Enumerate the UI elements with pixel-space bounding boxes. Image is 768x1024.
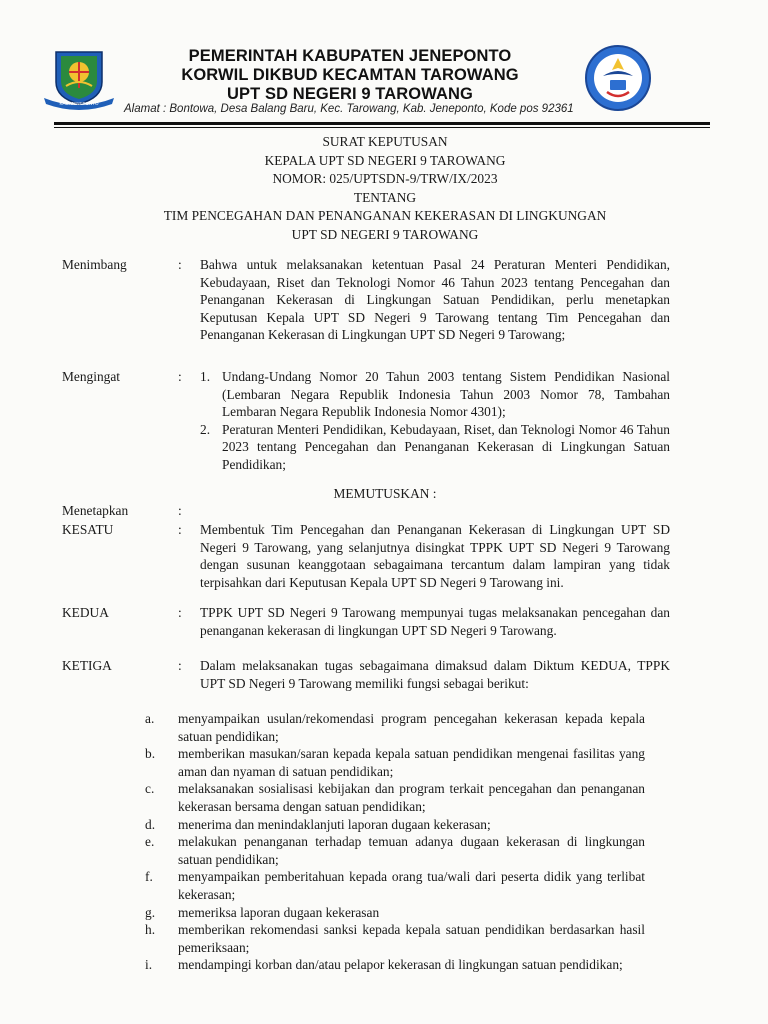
list-marker: e.	[145, 834, 155, 850]
crest-ribbon-text: KAB. JENEPONTO	[59, 101, 99, 106]
list-item	[145, 710, 645, 745]
list-item	[200, 368, 670, 421]
list-marker: i.	[145, 957, 153, 973]
list-marker: g.	[145, 904, 156, 920]
decree-number: NOMOR: 025/UPTSDN-9/TRW/IX/2023	[272, 171, 498, 187]
list-marker: c.	[145, 781, 155, 797]
jeneponto-crest-icon	[42, 48, 116, 110]
title-line-6: UPT SD NEGERI 9 TAROWANG	[291, 226, 479, 242]
title-line-2: KEPALA UPT SD NEGERI 9 TAROWANG	[264, 152, 506, 168]
list-item-text: mendampingi korban dan/atau pelapor kekerasan di lingkungan satuan pendidikan;	[178, 957, 623, 973]
list-item-text: menerima dan menindaklanjuti laporan dugaan kekerasan;	[178, 816, 491, 832]
decree-title	[60, 133, 710, 245]
letterhead-address: Alamat : Bontowa, Desa Balang Baru, Kec. Tarowang, Kab. Jeneponto, Kode pos 92361	[124, 103, 574, 115]
list-item-text: melakukan penanganan terhadap temuan adanya dugaan kekerasan di lingkungan satuan pendidikan;	[178, 834, 645, 867]
colon: :	[178, 658, 182, 673]
ketiga-text: Dalam melaksanakan tugas sebagaimana dimaksud dalam Diktum KEDUA, TPPK UPT SD Negeri 9 Tarowang memiliki fungsi sebagai berikut:	[200, 658, 670, 691]
menimbang-text: Bahwa untuk melaksanakan ketentuan Pasal 24 Peraturan Menteri Pendidikan, Kebudayaan, Riset dan Teknologi Nomor 46 Tahun 2023 tentang Pencegahan dan Penanganan Kekerasan di Lingkungan Satuan Pendidikan, perlu menetapkan Keputusan Kepala UPT SD Negeri 9 Tarowang tentang Tim Pencegahan dan Penanganan Kekerasan di Lingkungan UPT SD Negeri 9 Tarowang;	[200, 257, 670, 343]
list-marker: a.	[145, 711, 155, 726]
colon: :	[178, 369, 182, 384]
list-item-text: melaksanakan sosialisasi kebijakan dan program terkait pencegahan dan penanganan kekerasan bersama dengan satuan pendidikan;	[178, 781, 645, 814]
mengingat-list	[200, 368, 670, 474]
colon: :	[178, 503, 182, 518]
list-item	[145, 921, 645, 956]
list-item-text: memberikan rekomendasi sanksi kepada kepala satuan pendidikan berdasarkan hasil pemeriksaan;	[178, 922, 645, 955]
list-item	[200, 421, 670, 474]
list-item	[145, 816, 645, 834]
label-menimbang: Menimbang	[62, 257, 127, 272]
government-name: PEMERINTAH KABUPATEN JENEPONTO	[188, 47, 512, 65]
kesatu-text: Membentuk Tim Pencegahan dan Penanganan Kekerasan di Lingkungan UPT SD Negeri 9 Tarowang, yang selanjutnya disingkat TPPK UPT SD Negeri 9 Tarowang dengan susunan keanggotaan sebagaimana tercantum dalam lampiran yang tidak terpisahkan dari Keputusan Kepala UPT SD Negeri 9 Tarowang ini.	[200, 522, 670, 590]
colon: :	[178, 605, 182, 620]
label-menetapkan: Menetapkan	[62, 503, 129, 518]
title-line-4: TENTANG	[353, 189, 417, 205]
colon: :	[178, 522, 182, 537]
memutuskan-heading: MEMUTUSKAN :	[333, 486, 437, 501]
list-item	[145, 904, 645, 922]
letterhead-rule-thick	[54, 122, 710, 125]
list-marker: h.	[145, 922, 156, 938]
list-marker: b.	[145, 746, 156, 762]
list-item-text: memeriksa laporan dugaan kekerasan	[178, 904, 380, 920]
title-line-5: TIM PENCEGAHAN DAN PENANGANAN KEKERASAN DI LINGKUNGAN	[163, 208, 607, 224]
letterhead	[120, 47, 580, 104]
list-marker: f.	[145, 869, 153, 885]
list-item	[145, 868, 645, 903]
tut-wuri-handayani-icon	[583, 44, 653, 112]
list-item-text: Peraturan Menteri Pendidikan, Kebudayaan, Riset, dan Teknologi Nomor 46 Tahun 2023 tentang Pencegahan dan Penanganan Kekerasan di Lingkungan Satuan Pendidikan;	[222, 421, 670, 472]
list-item-text: menyampaikan usulan/rekomendasi program pencegahan kekerasan kepada kepala satuan pendidikan;	[178, 711, 645, 744]
letterhead-rule-thin	[54, 127, 710, 128]
list-item-text: menyampaikan pemberitahuan kepada orang tua/wali dari peserta didik yang terlibat kekerasan;	[178, 869, 645, 902]
list-marker: 2.	[200, 421, 211, 437]
label-ketiga: KETIGA	[62, 658, 112, 673]
ketiga-function-list	[145, 710, 645, 974]
list-item	[145, 833, 645, 868]
colon: :	[178, 257, 182, 272]
list-item-text: Undang-Undang Nomor 20 Tahun 2003 tentang Sistem Pendidikan Nasional (Lembaran Negara Republik Indonesia Tahun 2003 Nomor 78, Tambahan Lembaran Negara Republik Indonesia Nomor 4301);	[222, 369, 670, 420]
list-item	[145, 956, 645, 974]
list-item	[145, 780, 645, 815]
kedua-text: TPPK UPT SD Negeri 9 Tarowang mempunyai tugas melaksanakan pencegahan dan penanganan kekerasan di lingkungan UPT SD Negeri 9 Tarowang.	[200, 605, 670, 638]
title-line-1: SURAT KEPUTUSAN	[322, 134, 448, 149]
list-marker: d.	[145, 816, 156, 832]
office-name: KORWIL DIKBUD KECAMTAN TAROWANG	[181, 66, 519, 84]
school-name: UPT SD NEGERI 9 TAROWANG	[227, 85, 473, 103]
list-item-text: memberikan masukan/saran kepada kepala satuan pendidikan mengenai fasilitas yang aman dan nyaman di satuan pendidikan;	[178, 746, 645, 779]
list-item	[145, 745, 645, 780]
list-marker: 1.	[200, 369, 211, 384]
label-mengingat: Mengingat	[62, 369, 121, 384]
label-kedua: KEDUA	[62, 605, 109, 620]
label-kesatu: KESATU	[62, 522, 114, 537]
